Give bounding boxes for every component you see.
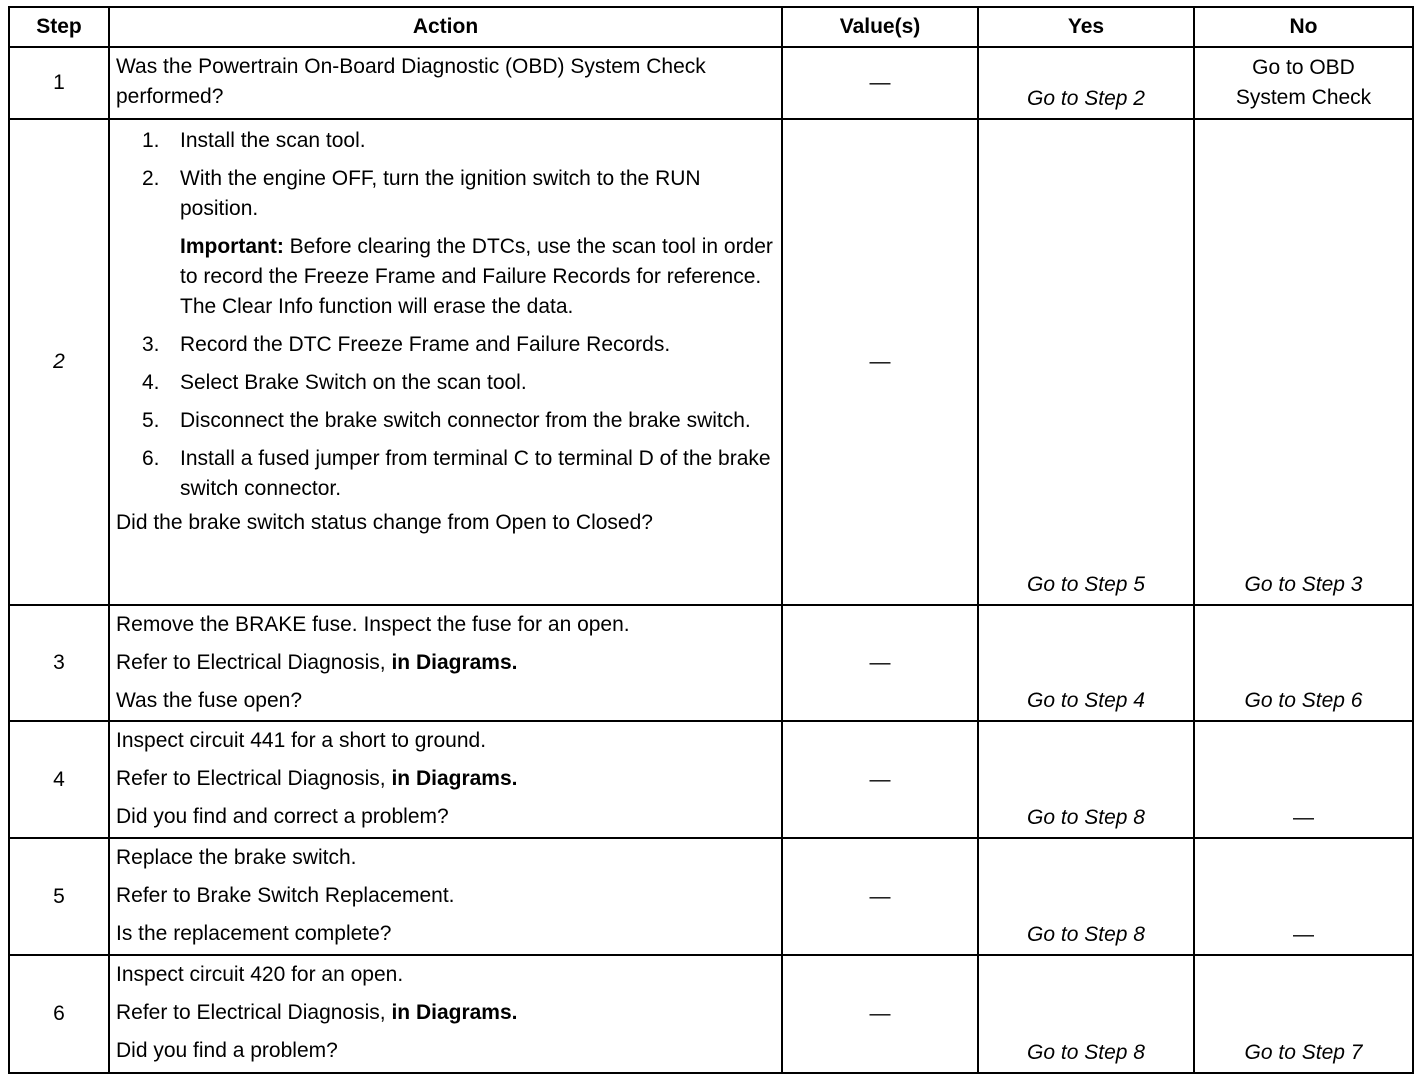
action-cell — [109, 955, 782, 1073]
action-text: Replace the brake switch. — [116, 846, 357, 869]
action-cell — [109, 605, 782, 721]
table-row — [9, 47, 1413, 119]
value-cell: — — [782, 47, 978, 119]
list-item: 5. Disconnect the brake switch connector from the brake switch. — [142, 409, 751, 432]
no-cell: Go to Step 3 — [1194, 119, 1413, 605]
header-yes: Yes — [978, 7, 1194, 47]
step-number: 1 — [9, 47, 109, 119]
no-text: Go to OBD System Check — [1235, 56, 1372, 109]
table-row — [9, 838, 1413, 955]
value-cell: — — [782, 838, 978, 955]
yes-cell: Go to Step 8 — [978, 838, 1194, 955]
yes-cell: Go to Step 2 — [978, 47, 1194, 119]
value-cell: — — [782, 955, 978, 1073]
question-text: Was the fuse open? — [116, 689, 303, 712]
no-cell: — — [1194, 838, 1413, 955]
list-item: 4. Select Brake Switch on the scan tool. — [142, 371, 527, 394]
action-reference: Refer to Electrical Diagnosis, in Diagrams. — [116, 1001, 518, 1024]
yes-cell: Go to Step 5 — [978, 119, 1194, 605]
table-row — [9, 955, 1413, 1073]
action-text: Inspect circuit 441 for a short to ground. — [116, 729, 487, 752]
table-row — [9, 119, 1413, 605]
no-cell — [1194, 47, 1413, 119]
question-text: Did you find and correct a problem? — [116, 805, 449, 828]
header-row — [9, 7, 1413, 47]
no-cell: Go to Step 7 — [1194, 955, 1413, 1073]
substep-list — [116, 126, 773, 224]
list-item: 2. With the engine OFF, turn the ignition switch to the RUN position. — [142, 167, 701, 220]
value-cell: — — [782, 721, 978, 838]
step-number: 4 — [9, 721, 109, 838]
action-reference: Refer to Electrical Diagnosis, in Diagrams. — [116, 651, 518, 674]
action-reference: Refer to Electrical Diagnosis, in Diagrams. — [116, 767, 518, 790]
step-number: 2 — [9, 119, 109, 605]
list-item: 1. Install the scan tool. — [142, 129, 366, 152]
yes-cell: Go to Step 4 — [978, 605, 1194, 721]
diagnostic-table — [8, 6, 1414, 1074]
header-step: Step — [9, 7, 109, 47]
important-text: Before clearing the DTCs, use the scan tool in order to record the Freeze Frame and Failure Records for reference. The Clear Info function will erase the data. — [180, 235, 773, 318]
action-cell — [109, 838, 782, 955]
yes-cell: Go to Step 8 — [978, 955, 1194, 1073]
action-cell — [109, 721, 782, 838]
question-text: Did you find a problem? — [116, 1039, 338, 1062]
action-reference: Refer to Brake Switch Replacement. — [116, 884, 455, 907]
no-cell: Go to Step 6 — [1194, 605, 1413, 721]
table-row — [9, 605, 1413, 721]
step-number: 5 — [9, 838, 109, 955]
header-values: Value(s) — [782, 7, 978, 47]
substep-list — [116, 330, 773, 504]
yes-cell: Go to Step 8 — [978, 721, 1194, 838]
value-cell: — — [782, 605, 978, 721]
table-row — [9, 721, 1413, 838]
list-item: 3. Record the DTC Freeze Frame and Failure Records. — [142, 333, 671, 356]
step-number: 6 — [9, 955, 109, 1073]
action-text: Remove the BRAKE fuse. Inspect the fuse for an open. — [116, 613, 630, 636]
no-cell: — — [1194, 721, 1413, 838]
action-cell — [109, 47, 782, 119]
value-cell: — — [782, 119, 978, 605]
important-note — [116, 232, 773, 322]
question-text: Did the brake switch status change from Open to Closed? — [116, 511, 653, 534]
action-text: Inspect circuit 420 for an open. — [116, 963, 404, 986]
header-action: Action — [109, 7, 782, 47]
important-label: Important: — [180, 235, 284, 258]
action-text: Was the Powertrain On-Board Diagnostic (OBD) System Check performed? — [116, 55, 706, 108]
step-number: 3 — [9, 605, 109, 721]
question-text: Is the replacement complete? — [116, 922, 392, 945]
header-no: No — [1194, 7, 1413, 47]
action-cell — [109, 119, 782, 605]
list-item: 6. Install a fused jumper from terminal C to terminal D of the brake switch connector. — [142, 447, 771, 500]
